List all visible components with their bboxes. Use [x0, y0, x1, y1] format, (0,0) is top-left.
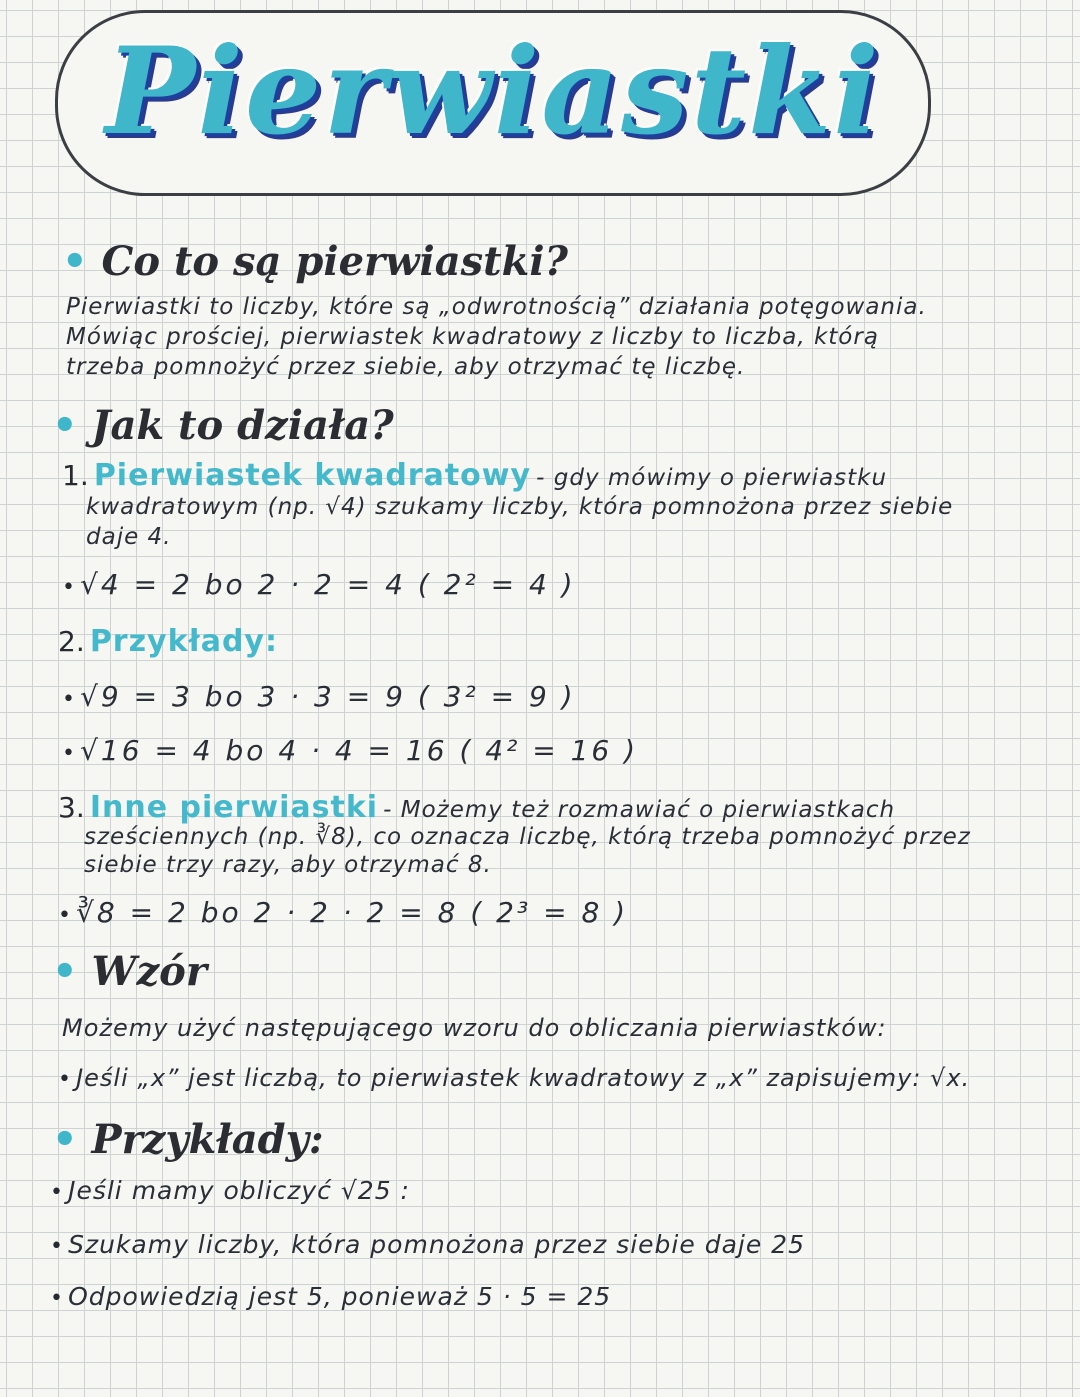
example-row	[62, 680, 576, 713]
page-title: Pierwiastki	[105, 21, 881, 162]
example-text: √4 = 2 bo 2 · 2 = 4 ( 2² = 4 )	[80, 568, 576, 601]
bullet-icon: •	[52, 402, 78, 449]
example-line	[50, 1230, 805, 1259]
example-text: √16 = 4 bo 4 · 4 = 16 ( 4² = 16 )	[80, 734, 639, 767]
bullet-icon: •	[62, 238, 88, 285]
text-line: siebie trzy razy, aby otrzymać 8.	[84, 852, 492, 878]
section-examples-heading	[52, 1116, 324, 1163]
text-line: Jeśli mamy obliczyć √25 :	[68, 1176, 410, 1205]
example-line	[50, 1282, 611, 1311]
text-line: sześciennych (np. ∛8), co oznacza liczbę, którą trzeba pomnożyć przez	[84, 824, 971, 850]
title-banner	[55, 10, 931, 196]
example-row	[62, 568, 576, 601]
section-how-heading-text: Jak to działa?	[91, 402, 394, 449]
section-what-heading-text: Co to są pierwiastki?	[101, 238, 568, 285]
example-row	[58, 896, 628, 929]
formula-row	[58, 1064, 970, 1092]
text-line: Pierwiastki to liczby, które są „odwrotnością” działania potęgowania.	[66, 294, 927, 320]
section-formula-heading	[52, 948, 207, 995]
item-number: 1.	[62, 459, 89, 492]
text-line: kwadratowym (np. √4) szukamy liczby, która pomnożona przez siebie	[86, 494, 954, 520]
text-line: Szukamy liczby, która pomnożona przez siebie daje 25	[68, 1230, 805, 1259]
example-text: √9 = 3 bo 3 · 3 = 9 ( 3² = 9 )	[80, 680, 576, 713]
text-line: Jeśli „x” jest liczbą, to pierwiastek kwadratowy z „x” zapisujemy: √x.	[76, 1064, 971, 1092]
item-number: 2.	[58, 625, 85, 658]
bullet-icon: •	[62, 575, 75, 600]
bullet-icon: •	[58, 903, 71, 928]
item-number: 3.	[58, 791, 85, 824]
text-line: daje 4.	[86, 524, 172, 550]
item-3-heading	[58, 790, 895, 825]
bullet-icon: •	[50, 1180, 63, 1205]
example-text: ∛8 = 2 bo 2 · 2 · 2 = 8 ( 2³ = 8 )	[76, 896, 629, 929]
text-line: - Możemy też rozmawiać o pierwiastkach	[383, 797, 896, 823]
item-label: Pierwiastek kwadratowy	[93, 458, 532, 493]
example-row	[62, 734, 638, 767]
bullet-icon: •	[58, 1067, 71, 1092]
item-label: Przykłady:	[89, 624, 278, 659]
example-line	[50, 1176, 410, 1205]
item-2-heading	[58, 624, 278, 659]
item-label: Inne pierwiastki	[89, 790, 379, 825]
bullet-icon: •	[50, 1286, 63, 1311]
bullet-icon: •	[62, 687, 75, 712]
bullet-icon: •	[52, 1116, 78, 1163]
section-how-heading	[52, 402, 394, 449]
section-formula-heading-text: Wzór	[91, 948, 207, 995]
item-1-heading	[62, 458, 887, 493]
text-line: Możemy użyć następującego wzoru do obliczania pierwiastków:	[62, 1014, 887, 1042]
text-line: - gdy mówimy o pierwiastku	[536, 465, 888, 491]
bullet-icon: •	[52, 948, 78, 995]
text-line: Odpowiedzią jest 5, ponieważ 5 · 5 = 25	[68, 1282, 612, 1311]
text-line: Mówiąc prościej, pierwiastek kwadratowy z liczby to liczba, którą	[66, 324, 879, 350]
section-examples-heading-text: Przykłady:	[91, 1116, 324, 1163]
text-line: trzeba pomnożyć przez siebie, aby otrzymać tę liczbę.	[66, 354, 746, 380]
section-what-heading	[62, 238, 568, 285]
bullet-icon: •	[62, 741, 75, 766]
bullet-icon: •	[50, 1234, 63, 1259]
